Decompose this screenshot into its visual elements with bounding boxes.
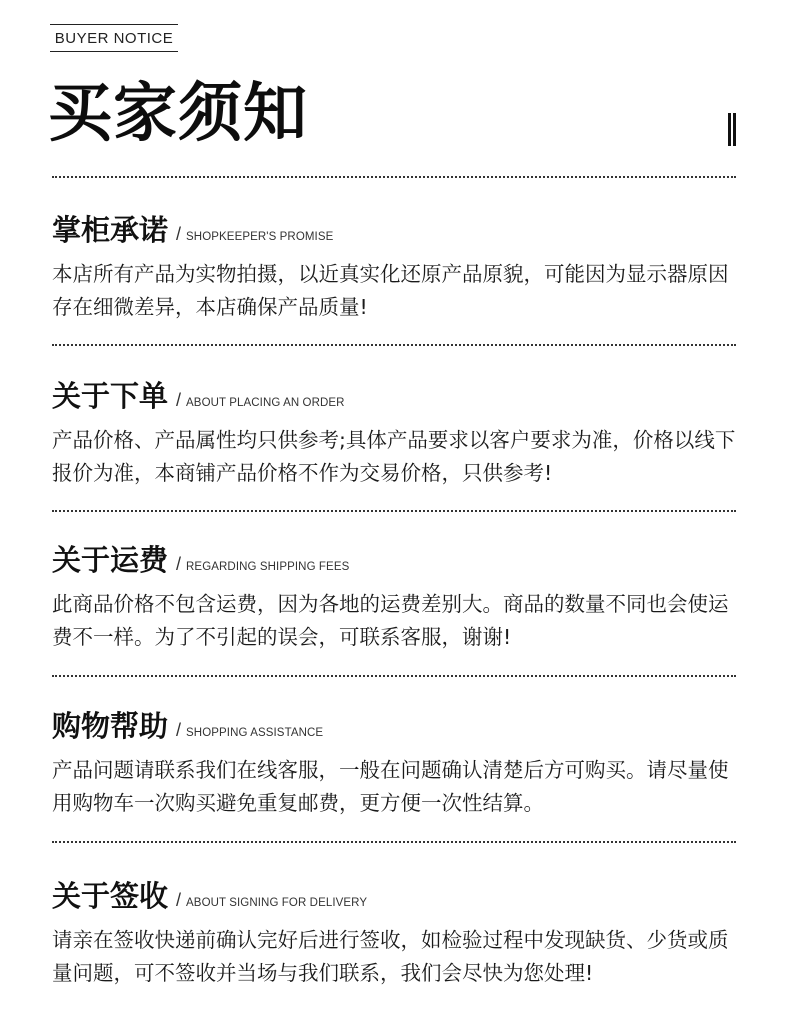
slash-separator: /: [176, 720, 182, 740]
section-header: [52, 876, 752, 916]
section-subtitle: SHOPPING ASSISTANCE: [186, 727, 324, 739]
section-shipping-fees: [52, 540, 752, 654]
section-title: 关于下单: [52, 379, 169, 413]
section-header: [52, 376, 752, 416]
section-title: 掌柜承诺: [52, 213, 169, 247]
section-shopkeeper-promise: [52, 210, 752, 324]
slash-separator: /: [176, 554, 182, 574]
section-shopping-assistance: [52, 706, 752, 820]
section-header: [52, 210, 752, 250]
section-placing-order: [52, 376, 752, 490]
page-title: 买家须知: [48, 77, 308, 151]
section-subtitle: ABOUT PLACING AN ORDER: [186, 397, 345, 409]
section-subtitle: ABOUT SIGNING FOR DELIVERY: [186, 897, 368, 909]
section-subtitle: REGARDING SHIPPING FEES: [186, 561, 350, 573]
buyer-notice-badge: BUYER NOTICE: [50, 24, 178, 52]
section-title: 关于签收: [52, 879, 169, 913]
slash-separator: /: [176, 890, 182, 910]
divider-1: [52, 176, 736, 178]
double-bar-icon: [728, 113, 737, 146]
divider-3: [52, 510, 736, 512]
slash-separator: /: [176, 390, 182, 410]
section-body: 产品价格、产品属性均只供参考;具体产品要求以客户要求为准，价格以线下报价为准，本商铺产品价格不作为交易价格，只供参考!: [52, 428, 736, 485]
section-subtitle: SHOPKEEPER'S PROMISE: [186, 231, 334, 243]
divider-2: [52, 344, 736, 346]
divider-4: [52, 675, 736, 677]
slash-separator: /: [176, 224, 182, 244]
section-body: 此商品价格不包含运费，因为各地的运费差别大。商品的数量不同也会使运费不一样。为了不引起的误会，可联系客服，谢谢!: [52, 592, 729, 649]
section-header: [52, 706, 752, 746]
section-header: [52, 540, 752, 580]
section-title: 关于运费: [52, 543, 169, 577]
section-body: 请亲在签收快递前确认完好后进行签收，如检验过程中发现缺货、少货或质量问题，可不签收并当场与我们联系，我们会尽快为您处理!: [52, 928, 729, 985]
section-body: 本店所有产品为实物拍摄，以近真实化还原产品原貌，可能因为显示器原因存在细微差异，本店确保产品质量!: [52, 262, 729, 319]
section-body: 产品问题请联系我们在线客服，一般在问题确认清楚后方可购买。请尽量使用购物车一次购买避免重复邮费，更方便一次性结算。: [52, 758, 729, 815]
section-signing-delivery: [52, 876, 752, 990]
divider-5: [52, 841, 736, 843]
section-title: 购物帮助: [52, 709, 169, 743]
